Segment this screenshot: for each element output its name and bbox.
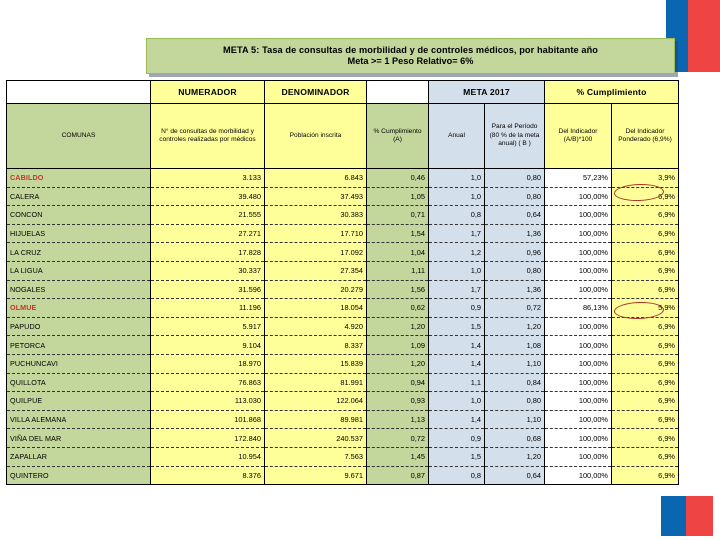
row-cell-anual: 1,0 xyxy=(429,392,485,411)
row-cell-denominador: 17.092 xyxy=(265,243,367,262)
row-cell-periodo: 0,72 xyxy=(485,299,545,318)
col-header-periodo: Para el Período (80 % de la meta anual) ( B ) xyxy=(485,104,545,169)
row-cell-comuna: LA CRUZ xyxy=(7,243,151,262)
row-cell-denominador: 17.710 xyxy=(265,224,367,243)
table-column-header-row xyxy=(7,104,679,169)
table-row[interactable] xyxy=(7,373,679,392)
row-cell-indicador: 100,00% xyxy=(545,466,612,485)
row-cell-numerador: 21.555 xyxy=(151,206,265,225)
row-cell-pct-a: 1,05 xyxy=(367,187,429,206)
row-cell-denominador: 6.843 xyxy=(265,169,367,188)
col-header-indicador: Del Indicador (A/B)*100 xyxy=(545,104,612,169)
row-cell-periodo: 1,36 xyxy=(485,224,545,243)
row-cell-numerador: 30.337 xyxy=(151,261,265,280)
row-cell-ponderado: 6,9% xyxy=(612,410,679,429)
row-cell-anual: 1,0 xyxy=(429,261,485,280)
row-cell-comuna: QUILPUE xyxy=(7,392,151,411)
row-cell-denominador: 27.354 xyxy=(265,261,367,280)
row-cell-ponderado: 6,9% xyxy=(612,261,679,280)
row-cell-indicador: 100,00% xyxy=(545,429,612,448)
row-cell-indicador: 100,00% xyxy=(545,224,612,243)
slide-title-line-2: Meta >= 1 Peso Relativo= 6% xyxy=(347,56,474,66)
row-cell-numerador: 10.954 xyxy=(151,447,265,466)
row-cell-pct-a: 1,56 xyxy=(367,280,429,299)
row-cell-comuna: VILLA ALEMANA xyxy=(7,410,151,429)
row-cell-ponderado: 6,9% xyxy=(612,317,679,336)
table-row[interactable] xyxy=(7,392,679,411)
slide-title-line-1: META 5: Tasa de consultas de morbilidad y de controles médicos, por habitante año xyxy=(223,45,598,56)
row-cell-ponderado: 6,9% xyxy=(612,429,679,448)
row-cell-ponderado: 6,9% xyxy=(612,280,679,299)
flag-red-band xyxy=(688,0,720,72)
row-cell-anual: 1,1 xyxy=(429,373,485,392)
row-cell-indicador: 100,00% xyxy=(545,392,612,411)
row-cell-denominador: 240.537 xyxy=(265,429,367,448)
header-spacer-cell xyxy=(367,81,429,104)
row-cell-denominador: 18.054 xyxy=(265,299,367,318)
row-cell-numerador: 113.030 xyxy=(151,392,265,411)
row-cell-anual: 1,0 xyxy=(429,187,485,206)
row-cell-denominador: 122.064 xyxy=(265,392,367,411)
row-cell-pct-a: 1,11 xyxy=(367,261,429,280)
flag-blue-band xyxy=(661,496,686,536)
row-cell-periodo: 0,80 xyxy=(485,187,545,206)
row-cell-denominador: 81.991 xyxy=(265,373,367,392)
row-cell-anual: 1,2 xyxy=(429,243,485,262)
row-cell-denominador: 20.279 xyxy=(265,280,367,299)
row-cell-periodo: 1,36 xyxy=(485,280,545,299)
row-cell-periodo: 0,80 xyxy=(485,261,545,280)
row-cell-comuna: ZAPALLAR xyxy=(7,447,151,466)
row-cell-pct-a: 0,87 xyxy=(367,466,429,485)
header-meta-2017: META 2017 xyxy=(429,81,545,104)
header-numerador: NUMERADOR xyxy=(151,81,265,104)
table-row[interactable] xyxy=(7,429,679,448)
row-cell-anual: 1,0 xyxy=(429,169,485,188)
meta5-table xyxy=(6,80,679,485)
row-cell-ponderado: 3,9% xyxy=(612,169,679,188)
row-cell-indicador: 100,00% xyxy=(545,447,612,466)
meta5-table-container xyxy=(6,80,678,485)
row-cell-denominador: 15.839 xyxy=(265,354,367,373)
row-cell-periodo: 1,20 xyxy=(485,317,545,336)
table-row[interactable] xyxy=(7,187,679,206)
row-cell-comuna: PUCHUNCAVI xyxy=(7,354,151,373)
col-header-comunas: COMUNAS xyxy=(7,104,151,169)
table-row[interactable] xyxy=(7,243,679,262)
row-cell-comuna: CONCON xyxy=(7,206,151,225)
row-cell-numerador: 8.376 xyxy=(151,466,265,485)
row-cell-pct-a: 1,20 xyxy=(367,354,429,373)
table-body xyxy=(7,169,679,485)
row-cell-indicador: 100,00% xyxy=(545,336,612,355)
row-cell-numerador: 39.480 xyxy=(151,187,265,206)
row-cell-comuna: PETORCA xyxy=(7,336,151,355)
slide-title-banner xyxy=(146,38,675,74)
row-cell-comuna: QUINTERO xyxy=(7,466,151,485)
row-cell-periodo: 1,20 xyxy=(485,447,545,466)
row-cell-numerador: 31.596 xyxy=(151,280,265,299)
table-row[interactable] xyxy=(7,261,679,280)
col-header-denominador-desc: Población inscrita xyxy=(265,104,367,169)
row-cell-ponderado: 6,9% xyxy=(612,224,679,243)
row-cell-anual: 1,5 xyxy=(429,447,485,466)
table-row[interactable] xyxy=(7,354,679,373)
header-cumplimiento: % Cumplimiento xyxy=(545,81,679,104)
row-cell-ponderado: 6,9% xyxy=(612,243,679,262)
row-cell-pct-a: 0,94 xyxy=(367,373,429,392)
row-cell-ponderado: 6,9% xyxy=(612,373,679,392)
table-row[interactable] xyxy=(7,280,679,299)
row-cell-numerador: 76.863 xyxy=(151,373,265,392)
row-cell-anual: 1,4 xyxy=(429,410,485,429)
row-cell-anual: 0,9 xyxy=(429,429,485,448)
row-cell-pct-a: 1,04 xyxy=(367,243,429,262)
row-cell-anual: 0,9 xyxy=(429,299,485,318)
table-row[interactable] xyxy=(7,466,679,485)
row-cell-anual: 0,8 xyxy=(429,206,485,225)
table-row[interactable] xyxy=(7,299,679,318)
flag-decoration-bottom-right xyxy=(661,496,713,536)
row-cell-ponderado: 6,9% xyxy=(612,187,679,206)
row-cell-pct-a: 1,54 xyxy=(367,224,429,243)
row-cell-ponderado: 6,9% xyxy=(612,392,679,411)
table-row[interactable] xyxy=(7,224,679,243)
row-cell-anual: 1,4 xyxy=(429,336,485,355)
row-cell-periodo: 0,80 xyxy=(485,392,545,411)
row-cell-comuna: HIJUELAS xyxy=(7,224,151,243)
table-row[interactable] xyxy=(7,169,679,188)
row-cell-anual: 1,7 xyxy=(429,280,485,299)
table-row[interactable] xyxy=(7,206,679,225)
row-cell-numerador: 172.840 xyxy=(151,429,265,448)
row-cell-comuna: OLMUE xyxy=(7,299,151,318)
row-cell-comuna: CABILDO xyxy=(7,169,151,188)
row-cell-anual: 1,5 xyxy=(429,317,485,336)
col-header-anual: Anual xyxy=(429,104,485,169)
row-cell-ponderado: 5,9% xyxy=(612,299,679,318)
header-blank-cell xyxy=(7,81,151,104)
col-header-pct-cumplimiento-a: % Cumplimiento (A) xyxy=(367,104,429,169)
row-cell-pct-a: 1,20 xyxy=(367,317,429,336)
table-row[interactable] xyxy=(7,317,679,336)
table-row[interactable] xyxy=(7,447,679,466)
row-cell-anual: 1,4 xyxy=(429,354,485,373)
row-cell-indicador: 100,00% xyxy=(545,373,612,392)
row-cell-denominador: 89.981 xyxy=(265,410,367,429)
row-cell-periodo: 0,64 xyxy=(485,206,545,225)
row-cell-numerador: 11.196 xyxy=(151,299,265,318)
row-cell-indicador: 100,00% xyxy=(545,243,612,262)
row-cell-denominador: 4.920 xyxy=(265,317,367,336)
row-cell-ponderado: 6,9% xyxy=(612,206,679,225)
row-cell-denominador: 37.493 xyxy=(265,187,367,206)
row-cell-numerador: 18.970 xyxy=(151,354,265,373)
row-cell-pct-a: 1,09 xyxy=(367,336,429,355)
row-cell-denominador: 30.383 xyxy=(265,206,367,225)
table-group-header-row xyxy=(7,81,679,104)
row-cell-comuna: QUILLOTA xyxy=(7,373,151,392)
row-cell-indicador: 100,00% xyxy=(545,280,612,299)
row-cell-indicador: 86,13% xyxy=(545,299,612,318)
row-cell-denominador: 7.563 xyxy=(265,447,367,466)
row-cell-ponderado: 6,9% xyxy=(612,466,679,485)
row-cell-periodo: 1,08 xyxy=(485,336,545,355)
row-cell-periodo: 1,10 xyxy=(485,410,545,429)
row-cell-periodo: 0,68 xyxy=(485,429,545,448)
row-cell-pct-a: 0,46 xyxy=(367,169,429,188)
col-header-indicador-ponderado: Del Indicador Ponderado (6,9%) xyxy=(612,104,679,169)
row-cell-pct-a: 1,13 xyxy=(367,410,429,429)
row-cell-comuna: LA LIGUA xyxy=(7,261,151,280)
row-cell-numerador: 17.828 xyxy=(151,243,265,262)
row-cell-pct-a: 0,93 xyxy=(367,392,429,411)
row-cell-periodo: 0,64 xyxy=(485,466,545,485)
row-cell-indicador: 100,00% xyxy=(545,187,612,206)
row-cell-pct-a: 1,45 xyxy=(367,447,429,466)
row-cell-indicador: 100,00% xyxy=(545,354,612,373)
row-cell-pct-a: 0,72 xyxy=(367,429,429,448)
row-cell-periodo: 0,96 xyxy=(485,243,545,262)
row-cell-anual: 1,7 xyxy=(429,224,485,243)
row-cell-pct-a: 0,71 xyxy=(367,206,429,225)
table-row[interactable] xyxy=(7,336,679,355)
header-denominador: DENOMINADOR xyxy=(265,81,367,104)
row-cell-comuna: CALERA xyxy=(7,187,151,206)
row-cell-ponderado: 6,9% xyxy=(612,447,679,466)
row-cell-comuna: PAPUDO xyxy=(7,317,151,336)
row-cell-denominador: 8.337 xyxy=(265,336,367,355)
row-cell-periodo: 0,80 xyxy=(485,169,545,188)
row-cell-anual: 0,8 xyxy=(429,466,485,485)
row-cell-ponderado: 6,9% xyxy=(612,336,679,355)
row-cell-indicador: 57,23% xyxy=(545,169,612,188)
row-cell-numerador: 3.133 xyxy=(151,169,265,188)
col-header-numerador-desc: N° de consultas de morbilidad y controles realizadas por médicos xyxy=(151,104,265,169)
row-cell-indicador: 100,00% xyxy=(545,206,612,225)
row-cell-comuna: VIÑA DEL MAR xyxy=(7,429,151,448)
flag-red-band xyxy=(686,496,713,536)
row-cell-numerador: 101.868 xyxy=(151,410,265,429)
row-cell-denominador: 9.671 xyxy=(265,466,367,485)
row-cell-numerador: 27.271 xyxy=(151,224,265,243)
row-cell-ponderado: 6,9% xyxy=(612,354,679,373)
row-cell-indicador: 100,00% xyxy=(545,410,612,429)
row-cell-indicador: 100,00% xyxy=(545,261,612,280)
row-cell-indicador: 100,00% xyxy=(545,317,612,336)
row-cell-periodo: 1,10 xyxy=(485,354,545,373)
row-cell-numerador: 5.917 xyxy=(151,317,265,336)
row-cell-pct-a: 0,62 xyxy=(367,299,429,318)
row-cell-comuna: NOGALES xyxy=(7,280,151,299)
row-cell-numerador: 9.104 xyxy=(151,336,265,355)
row-cell-periodo: 0,84 xyxy=(485,373,545,392)
table-row[interactable] xyxy=(7,410,679,429)
